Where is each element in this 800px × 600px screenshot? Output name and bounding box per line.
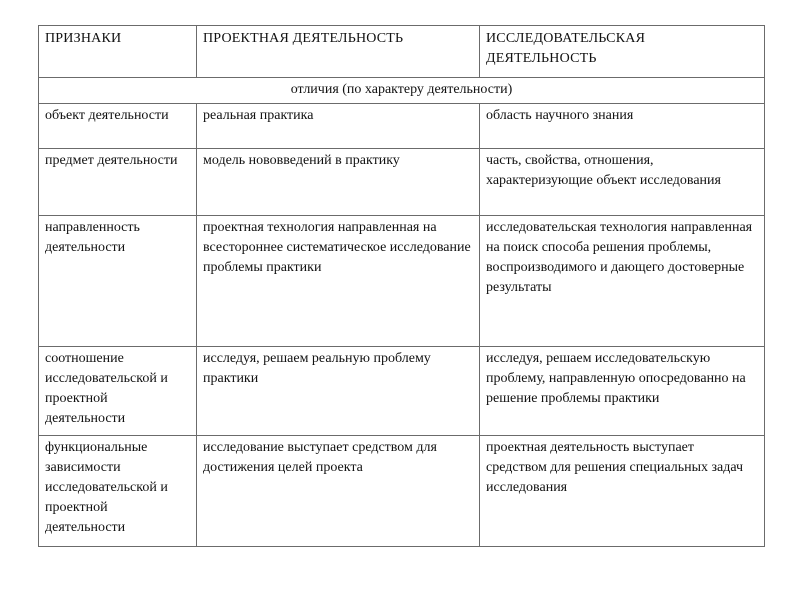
feature-cell: предмет деятельности (39, 149, 197, 216)
table-header-row (39, 26, 765, 78)
feature-cell: направленность деятельности (39, 216, 197, 347)
table-row (39, 347, 765, 436)
project-cell: исследование выступает средством для достижения целей проекта (197, 436, 480, 547)
header-research-activity: ИССЛЕДОВАТЕЛЬСКАЯ ДЕЯТЕЛЬНОСТЬ (480, 26, 765, 78)
header-features: ПРИЗНАКИ (39, 26, 197, 78)
section-title: отличия (по характеру деятельности) (39, 78, 765, 104)
project-cell: модель нововведений в практику (197, 149, 480, 216)
research-cell: область научного знания (480, 104, 765, 149)
project-cell: проектная технология направленная на всестороннее систематическое исследование проблемы практики (197, 216, 480, 347)
project-cell: реальная практика (197, 104, 480, 149)
table-row (39, 104, 765, 149)
feature-cell: функциональные зависимости исследовательской и проектной деятельности (39, 436, 197, 547)
feature-cell: соотношение исследовательской и проектной деятельности (39, 347, 197, 436)
feature-cell: объект деятельности (39, 104, 197, 149)
section-row (39, 78, 765, 104)
header-project-activity: ПРОЕКТНАЯ ДЕЯТЕЛЬНОСТЬ (197, 26, 480, 78)
table-row (39, 216, 765, 347)
table-row (39, 436, 765, 547)
comparison-table (38, 25, 765, 547)
project-cell: исследуя, решаем реальную проблему практики (197, 347, 480, 436)
research-cell: проектная деятельность выступает средством для решения специальных задач исследования (480, 436, 765, 547)
table-row (39, 149, 765, 216)
research-cell: исследовательская технология направленная на поиск способа решения проблемы, воспроизводимого и дающего достоверные результаты (480, 216, 765, 347)
research-cell: исследуя, решаем исследовательскую проблему, направленную опосредованно на решение проблемы практики (480, 347, 765, 436)
research-cell: часть, свойства, отношения, характеризующие объект исследования (480, 149, 765, 216)
